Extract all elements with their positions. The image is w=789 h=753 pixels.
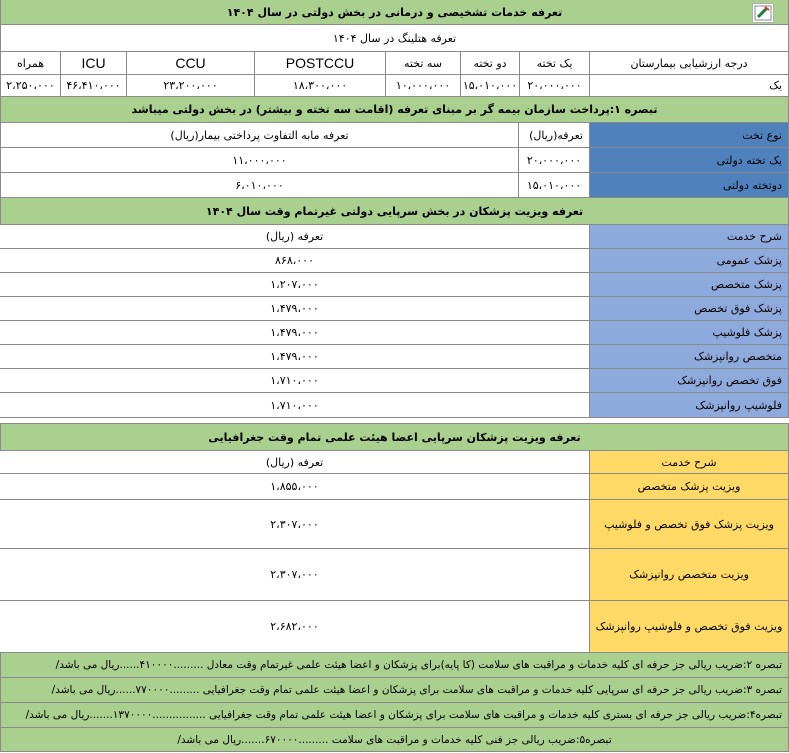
bed-type-header: نوع تخت bbox=[589, 122, 789, 148]
tariff-cell: ۱،۷۱۰،۰۰۰ bbox=[0, 392, 590, 418]
service-header: شرح خدمت bbox=[589, 224, 789, 249]
note-5: تبصره۵:ضریب ریالی جز فنی کلیه خدمات و مراقبت های سلامت .........۶۷۰۰۰۰.......ریال می باشد/ bbox=[0, 727, 789, 752]
tariff-header: تعرفه (ریال) bbox=[0, 224, 590, 249]
note-3: تبصره ۳:ضریب ریالی جز حرفه ای سرپایی کلیه خدمات و مراقبت های سلامت برای پزشکان و اعضا هیئت علمی تمام وقت جغرافیایی .........۷۷۰۰۰۰......ریال می باشد/ bbox=[0, 677, 789, 703]
tariff-cell: ۲،۳۰۷،۰۰۰ bbox=[0, 499, 590, 549]
value-postccu: ۱۸،۳۰۰،۰۰۰ bbox=[254, 74, 386, 97]
diff-header: تعرفه مابه التفاوت پرداختی بیمار(ریال) bbox=[0, 122, 519, 148]
tariff-cell: ۲،۶۸۲،۰۰۰ bbox=[0, 600, 590, 653]
tariff-cell: ۱،۴۷۹،۰۰۰ bbox=[0, 320, 590, 345]
service-header: شرح خدمت bbox=[589, 450, 789, 474]
value-icu: ۴۶،۴۱۰،۰۰۰ bbox=[60, 74, 127, 97]
page-title: تعرفه خدمات تشخیصی و درمانی در بخش دولتی در سال ۱۴۰۴ bbox=[0, 0, 789, 25]
service-cell: پزشک فلوشیپ bbox=[589, 320, 789, 345]
bed-type-cell: دوتخته دولتی bbox=[589, 172, 789, 198]
tariff-cell: ۸۶۸،۰۰۰ bbox=[0, 248, 590, 273]
bed-type-cell: یک تخته دولتی bbox=[589, 147, 789, 173]
service-cell: فلوشیپ روانپزشک bbox=[589, 392, 789, 418]
tariff-cell: ۲۰،۰۰۰،۰۰۰ bbox=[518, 147, 590, 173]
visit-faculty-heading: تعرفه ویزیت پزشکان سرپایی اعضا هیئت علمی تمام وقت جغرافیایی bbox=[0, 423, 789, 451]
service-cell: ویزیت پزشک متخصص bbox=[589, 473, 789, 500]
header-icu: ICU bbox=[60, 51, 127, 75]
header-triple-bed: سه تخته bbox=[385, 51, 461, 75]
diff-cell: ۶،۰۱۰،۰۰۰ bbox=[0, 172, 519, 198]
table-row bbox=[0, 345, 789, 370]
table-row bbox=[0, 297, 789, 322]
value-hospital-grade: یک bbox=[589, 74, 789, 97]
header-postccu: POSTCCU bbox=[254, 51, 386, 75]
tariff-header: تعرفه(ریال) bbox=[518, 122, 590, 148]
tariff-cell: ۱،۸۵۵،۰۰۰ bbox=[0, 473, 590, 500]
tariff-cell: ۱،۴۷۹،۰۰۰ bbox=[0, 344, 590, 369]
header-single-bed: یک تخته bbox=[519, 51, 590, 75]
header-companion: همراه bbox=[0, 51, 61, 75]
service-cell: ویزیت فوق تخصص و فلوشیپ روانپزشک bbox=[589, 600, 789, 653]
note-4: تبصره۴:ضریب ریالی جز حرفه ای بستری کلیه خدمات و مراقبت های سلامت برای پزشکان و اعضا هیئت علمی تمام وقت جغرافیایی ................۱۳۷۰۰۰۰.......ریال می باشد/ bbox=[0, 702, 789, 728]
table-row bbox=[0, 369, 789, 394]
table-row bbox=[0, 393, 789, 419]
service-cell: پزشک عمومی bbox=[589, 248, 789, 273]
table-row bbox=[0, 321, 789, 346]
header-ccu: CCU bbox=[126, 51, 255, 75]
hoteling-heading: تعرفه هتلینگ در سال ۱۴۰۴ bbox=[0, 24, 789, 52]
service-cell: ویزیت متخصص روانپزشک bbox=[589, 548, 789, 601]
table-row bbox=[0, 148, 789, 174]
table-row bbox=[0, 601, 789, 654]
value-double-bed: ۱۵،۰۱۰،۰۰۰ bbox=[460, 74, 520, 97]
table-row bbox=[0, 273, 789, 298]
service-cell: پزشک فوق تخصص bbox=[589, 296, 789, 321]
table-row bbox=[0, 249, 789, 274]
note1-heading: تبصره ۱:پرداخت سازمان بیمه گر بر مبنای تعرفه (اقامت سه تخته و بیشتر) در بخش دولتی میباشد bbox=[0, 96, 789, 123]
value-single-bed: ۲۰،۰۰۰،۰۰۰ bbox=[519, 74, 590, 97]
tariff-cell: ۱،۷۱۰،۰۰۰ bbox=[0, 368, 590, 393]
service-cell: فوق تخصص روانپزشک bbox=[589, 368, 789, 393]
hoteling-header-row bbox=[0, 52, 789, 76]
diff-cell: ۱۱،۰۰۰،۰۰۰ bbox=[0, 147, 519, 173]
table-row bbox=[0, 173, 789, 199]
header-hospital-grade: درجه ارزشیابی بیمارستان bbox=[589, 51, 789, 75]
tariff-cell: ۱،۲۰۷،۰۰۰ bbox=[0, 272, 590, 297]
hoteling-value-row bbox=[0, 75, 789, 98]
header-double-bed: دو تخته bbox=[460, 51, 520, 75]
service-cell: متخصص روانپزشک bbox=[589, 344, 789, 369]
tariff-cell: ۲،۳۰۷،۰۰۰ bbox=[0, 548, 590, 601]
note-2: تبصره ۲:ضریب ریالی جز حرفه ای کلیه خدمات و مراقبت های سلامت (کا پایه)برای پزشکان و اعضا هیئت علمی غیرتمام وقت معادل .........۴۱۰۰۰۰......ریال می باشد/ bbox=[0, 652, 789, 678]
value-triple-bed: ۱۰،۰۰۰،۰۰۰ bbox=[385, 74, 461, 97]
tariff-header: تعرفه (ریال) bbox=[0, 450, 590, 474]
excel-sheet-icon[interactable] bbox=[752, 3, 774, 23]
service-cell: ویزیت پزشک فوق تخصص و فلوشیپ bbox=[589, 499, 789, 549]
value-companion: ۲،۲۵۰،۰۰۰ bbox=[0, 74, 61, 97]
table-row bbox=[0, 474, 789, 501]
tariff-cell: ۱،۴۷۹،۰۰۰ bbox=[0, 296, 590, 321]
value-ccu: ۲۳،۲۰۰،۰۰۰ bbox=[126, 74, 255, 97]
service-cell: پزشک متخصص bbox=[589, 272, 789, 297]
tariff-cell: ۱۵،۰۱۰،۰۰۰ bbox=[518, 172, 590, 198]
table-row bbox=[0, 549, 789, 602]
visit-non-fulltime-heading: تعرفه ویزیت پزشکان در بخش سرپایی دولتی غیرتمام وقت سال ۱۴۰۴ bbox=[0, 197, 789, 225]
table-row bbox=[0, 500, 789, 550]
